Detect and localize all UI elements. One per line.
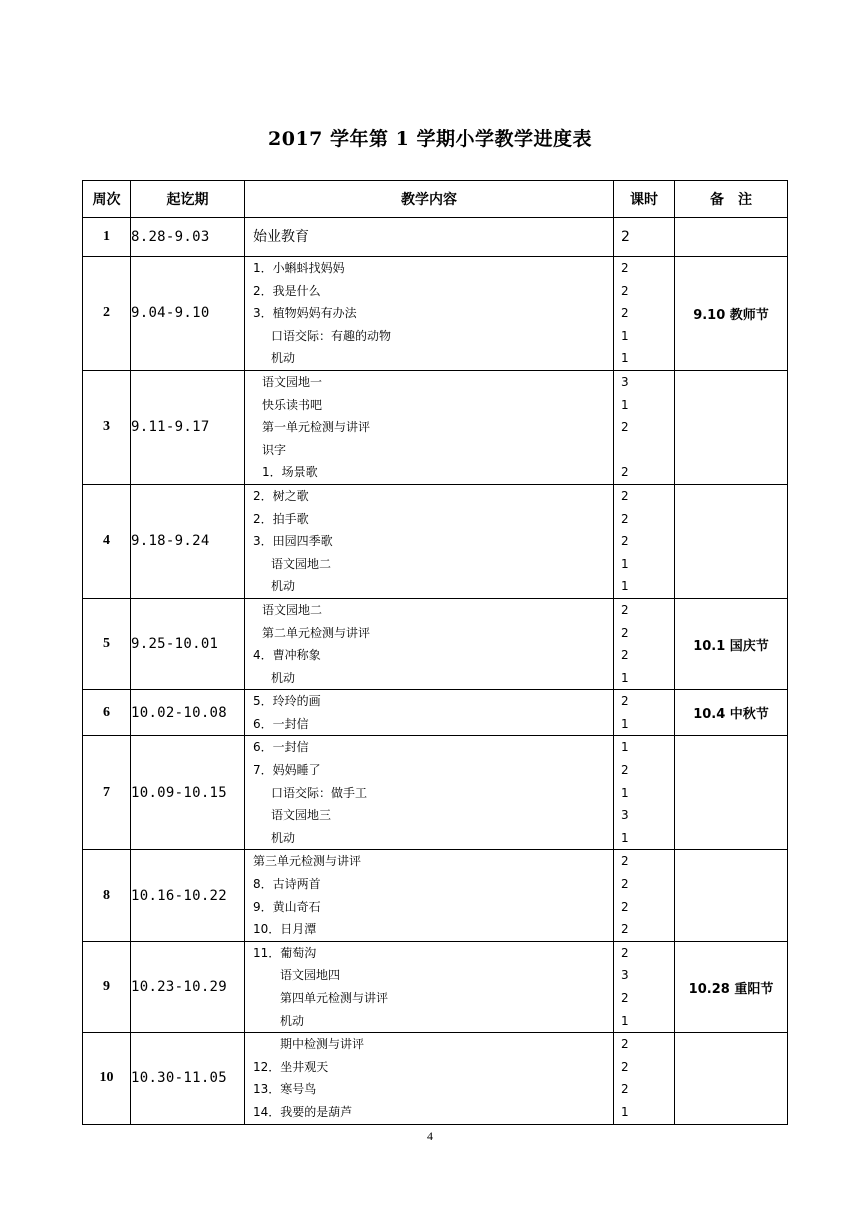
header-dates: 起讫期 — [131, 181, 245, 218]
content-item: 机动 — [271, 351, 296, 366]
content-item: 语文园地二 — [271, 556, 332, 571]
hours-item: 1 — [621, 397, 629, 412]
table-row — [83, 850, 788, 941]
content-item: 6．一封信 — [253, 740, 309, 755]
content-item: 2．我是什么 — [253, 283, 321, 298]
schedule-table — [82, 180, 788, 1125]
hours-item: 2 — [621, 763, 629, 778]
content-item: 识字 — [262, 442, 287, 457]
content-item: 机动 — [271, 579, 296, 594]
hours-cell — [614, 370, 675, 484]
content-item: 1．场景歌 — [262, 465, 318, 480]
content-item: 期中检测与讲评 — [280, 1037, 365, 1052]
hours-item: 1 — [621, 670, 629, 685]
content-item: 12．坐井观天 — [253, 1059, 329, 1074]
table-header-row — [83, 181, 788, 218]
table-row — [83, 370, 788, 484]
hours-item: 2 — [621, 922, 629, 937]
schedule-body — [83, 218, 788, 1125]
content-item: 5．玲玲的画 — [253, 694, 321, 709]
content-cell — [245, 484, 614, 598]
hours-cell — [614, 941, 675, 1032]
content-cell — [245, 850, 614, 941]
hours-item: 2 — [621, 420, 629, 435]
hours-item: 2 — [621, 854, 629, 869]
content-item: 口语交际：做手工 — [271, 785, 368, 800]
content-item: 语文园地二 — [262, 602, 323, 617]
content-cell — [245, 941, 614, 1032]
hours-item: 2 — [621, 945, 629, 960]
content-item: 快乐读书吧 — [262, 397, 323, 412]
content-item: 机动 — [280, 1013, 305, 1028]
hours-cell — [614, 690, 675, 736]
hours-item: 2 — [621, 877, 629, 892]
header-notes: 备 注 — [675, 181, 788, 218]
content-item: 第三单元检测与讲评 — [253, 854, 362, 869]
note-cell — [675, 370, 788, 484]
hours-item: 2 — [621, 648, 629, 663]
content-cell — [245, 690, 614, 736]
hours-item: 2 — [621, 306, 629, 321]
content-item: 6．一封信 — [253, 716, 309, 731]
content-item: 4．曹冲称象 — [253, 648, 321, 663]
week-cell: 5 — [83, 598, 131, 689]
hours-cell — [614, 257, 675, 371]
content-item: 始业教育 — [253, 229, 309, 245]
content-cell — [245, 736, 614, 850]
hours-cell — [614, 1033, 675, 1124]
table-row — [83, 690, 788, 736]
content-item: 10．日月潭 — [253, 922, 317, 937]
hours-item: 2 — [621, 625, 629, 640]
table-row — [83, 484, 788, 598]
hours-item: 2 — [621, 229, 630, 245]
note-cell — [675, 736, 788, 850]
week-cell: 8 — [83, 850, 131, 941]
content-item: 11．葡萄沟 — [253, 945, 317, 960]
week-cell: 2 — [83, 257, 131, 371]
content-item: 1．小蝌蚪找妈妈 — [253, 261, 345, 275]
content-item: 8．古诗两首 — [253, 877, 321, 892]
hours-item: 2 — [621, 1037, 629, 1052]
table-row — [83, 598, 788, 689]
hours-cell — [614, 850, 675, 941]
hours-item: 2 — [621, 534, 629, 549]
dates-cell: 10.16-10.22 — [131, 850, 245, 941]
hours-item: 1 — [621, 716, 629, 731]
content-item: 13．寒号鸟 — [253, 1082, 317, 1097]
week-cell: 6 — [83, 690, 131, 736]
hours-item: 2 — [621, 991, 629, 1005]
page-title: 2017 学年第 1 学期小学教学进度表 — [268, 128, 592, 150]
hours-item: 1 — [621, 1013, 629, 1028]
header-hours: 课时 — [614, 181, 675, 218]
header-content: 教学内容 — [245, 181, 614, 218]
hours-item: 1 — [621, 785, 629, 800]
page-number: 4 — [427, 1129, 433, 1143]
content-cell — [245, 370, 614, 484]
hours-cell — [614, 484, 675, 598]
content-item: 2．拍手歌 — [253, 511, 309, 526]
hours-item: 2 — [621, 261, 629, 275]
content-cell — [245, 257, 614, 371]
content-item: 2．树之歌 — [253, 488, 309, 503]
hours-item: 2 — [621, 602, 629, 617]
hours-cell — [614, 598, 675, 689]
hours-item: 2 — [621, 899, 629, 914]
hours-item: 2 — [621, 694, 629, 709]
content-item: 语文园地三 — [271, 808, 332, 823]
hours-item: 1 — [621, 1104, 629, 1119]
table-row — [83, 736, 788, 850]
content-item: 第一单元检测与讲评 — [262, 420, 371, 435]
week-cell: 3 — [83, 370, 131, 484]
hours-item: 1 — [621, 830, 629, 845]
content-item: 第四单元检测与讲评 — [280, 991, 389, 1005]
week-cell: 10 — [83, 1033, 131, 1124]
hours-item: 2 — [621, 1082, 629, 1097]
dates-cell: 9.11-9.17 — [131, 370, 245, 484]
note-cell — [675, 1033, 788, 1124]
note-cell: 10.4 中秋节 — [675, 690, 788, 736]
content-item: 口语交际：有趣的动物 — [271, 328, 392, 343]
hours-cell — [614, 218, 675, 257]
content-item: 第二单元检测与讲评 — [262, 625, 371, 640]
content-item: 3．田园四季歌 — [253, 534, 333, 549]
content-item: 14．我要的是葫芦 — [253, 1104, 353, 1119]
hours-item: 2 — [621, 488, 629, 503]
content-item: 3．植物妈妈有办法 — [253, 306, 357, 321]
hours-item: 2 — [621, 1059, 629, 1074]
dates-cell: 10.09-10.15 — [131, 736, 245, 850]
week-cell: 4 — [83, 484, 131, 598]
hours-item: 3 — [621, 968, 629, 983]
note-cell: 9.10 教师节 — [675, 257, 788, 371]
hours-item: 1 — [621, 579, 629, 594]
dates-cell: 8.28-9.03 — [131, 218, 245, 257]
hours-item: 2 — [621, 283, 629, 298]
content-item: 语文园地四 — [280, 968, 341, 983]
dates-cell: 10.02-10.08 — [131, 690, 245, 736]
note-cell — [675, 218, 788, 257]
header-week: 周次 — [83, 181, 131, 218]
note-cell — [675, 484, 788, 598]
hours-item: 2 — [621, 465, 629, 480]
note-cell — [675, 850, 788, 941]
hours-item: 3 — [621, 808, 629, 823]
note-cell: 10.28 重阳节 — [675, 941, 788, 1032]
hours-cell — [614, 736, 675, 850]
week-cell: 7 — [83, 736, 131, 850]
content-item: 9．黄山奇石 — [253, 899, 321, 914]
dates-cell: 10.30-11.05 — [131, 1033, 245, 1124]
week-cell: 9 — [83, 941, 131, 1032]
note-cell: 10.1 国庆节 — [675, 598, 788, 689]
table-row — [83, 218, 788, 257]
table-row — [83, 1033, 788, 1124]
hours-item — [614, 439, 674, 462]
content-item: 机动 — [271, 830, 296, 845]
dates-cell: 9.25-10.01 — [131, 598, 245, 689]
hours-item: 2 — [621, 511, 629, 526]
hours-item: 1 — [621, 328, 629, 343]
hours-item: 1 — [621, 351, 629, 366]
content-cell — [245, 1033, 614, 1124]
content-cell — [245, 598, 614, 689]
content-cell — [245, 218, 614, 257]
week-cell: 1 — [83, 218, 131, 257]
dates-cell: 9.18-9.24 — [131, 484, 245, 598]
content-item: 语文园地一 — [262, 374, 323, 389]
content-item: 7．妈妈睡了 — [253, 763, 321, 778]
dates-cell: 9.04-9.10 — [131, 257, 245, 371]
hours-item: 3 — [621, 374, 629, 389]
hours-item: 1 — [621, 556, 629, 571]
table-row — [83, 257, 788, 371]
hours-item: 1 — [621, 740, 629, 755]
content-item: 机动 — [271, 670, 296, 685]
table-row — [83, 941, 788, 1032]
dates-cell: 10.23-10.29 — [131, 941, 245, 1032]
